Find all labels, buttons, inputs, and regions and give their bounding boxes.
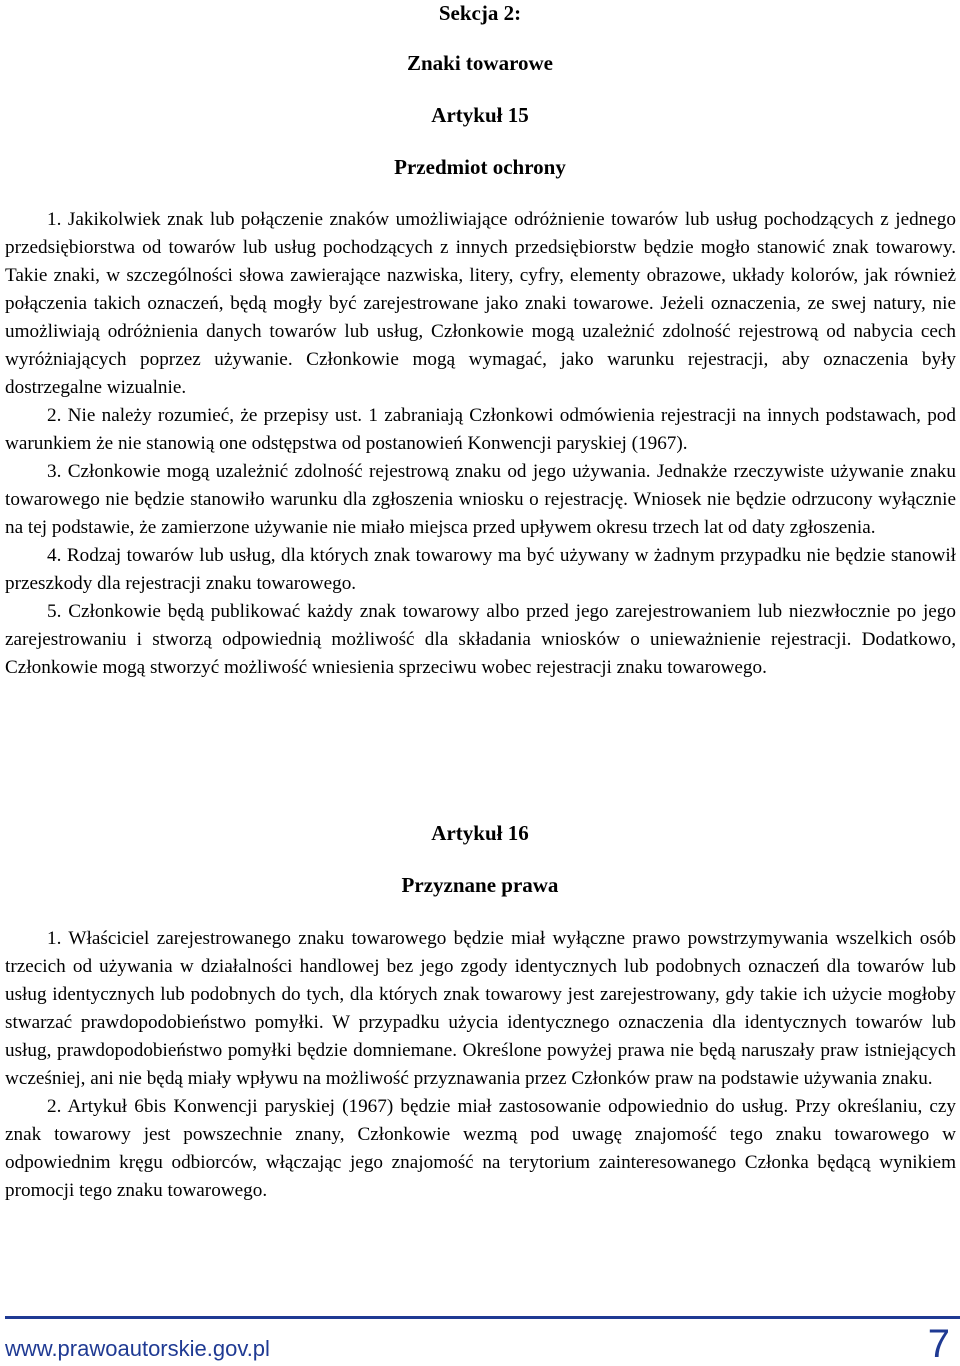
article-15-paragraph-5: 5. Członkowie będą publikować każdy znak towarowy albo przed jego zarejestrowaniem lub niezwłocznie po jego zarejestrowaniu i stworzą odpowiednią możliwość dla składania wniosków o unieważnienie rejestracji. Dodatkowo, Członkowie mogą stworzyć możliwość wniesienia sprzeciwu wobec rejestracji znaku towarowego. [5,601,956,678]
article-15-paragraph-4: 4. Rodzaj towarów lub usług, dla których znak towarowy ma być używany w żadnym przypadku nie będzie stanowił przeszkody dla rejestracji znaku towarowego. [5,545,956,594]
article-15-paragraph-1: 1. Jakikolwiek znak lub połączenie znaków umożliwiające odróżnienie towarów lub usług pochodzących z jednego przedsiębiorstwa od towarów lub usług pochodzących z innych przedsiębiorstw będzie mogło stanowić znak towarowy. Takie znaki, w szczególności słowa zawierające nazwiska, litery, cyfry, elementy obrazowe, układy kolorów, jak również połączenia takich oznaczeń, będą mogły być zarejestrowane jako znaki towarowe. Jeżeli oznaczenia, ze swej natury, nie umożliwiają odróżnienia danych towarów lub usług, Członkowie mogą uzależnić zdolność rejestrową od nabycia cech wyróżniających poprzez używanie. Członkowie mogą wymagać, jako warunku rejestracji, aby oznaczenia były dostrzegalne wizualnie. [5,209,956,398]
article-16-subject: Przyznane prawa [401,873,559,897]
article-15-paragraph-2: 2. Nie należy rozumieć, że przepisy ust. 1 zabraniają Członkowi odmówienia rejestracji na innych podstawach, pod warunkiem że nie stanowią one odstępstwa od postanowień Konwencji paryskiej (1967). [5,405,956,454]
chapter-title: Znaki towarowe [406,51,554,75]
article-16-heading: Artykuł 16 [431,821,529,845]
article-15-body [5,206,956,682]
article-15-heading: Artykuł 15 [431,103,529,127]
section-heading: Sekcja 2: [438,1,522,25]
article-15-paragraph-3: 3. Członkowie mogą uzależnić zdolność rejestrową znaku od jego używania. Jednakże rzeczywiste używanie znaku towarowego nie będzie stanowiło warunku dla zgłoszenia wniosku o rejestrację. Wniosek nie będzie odrzucony wyłącznie na tej podstawie, że zamierzone używanie nie miało miejsca przed upływem okresu trzech lat od daty zgłoszenia. [5,461,956,538]
footer-website-link[interactable]: www.prawoautorskie.gov.pl [5,1336,270,1361]
article-16-body [5,925,956,1205]
article-16-paragraph-1: 1. Właściciel zarejestrowanego znaku towarowego będzie miał wyłączne prawo powstrzymywania wszelkich osób trzecich od używania w działalności handlowej bez jego zgody identycznych lub podobnych oznaczeń dla towarów lub usług identycznych lub podobnych do tych, dla których znak towarowy jest zarejestrowany, gdy takie ich użycie mogłoby stwarzać prawdopodobieństwo pomyłki. W przypadku użycia identycznego oznaczenia dla identycznych towarów lub usług, prawdopodobieństwo pomyłki będzie domniemane. Określone powyżej prawa nie będą naruszały praw istniejących wcześniej, ani nie będą miały wpływu na możliwość przyznawania przez Członków praw na podstawie używania znaku. [5,928,956,1089]
footer-divider [5,1316,960,1319]
page-number: 7 [927,1322,950,1366]
article-15-subject: Przedmiot ochrony [394,155,566,179]
article-16-paragraph-2: 2. Artykuł 6bis Konwencji paryskiej (1967) będzie miał zastosowanie odpowiednio do usług. Przy określaniu, czy znak towarowy jest powszechnie znany, Członkowie wezmą pod uwagę znajomość tego znaku towarowego w odpowiednim kręgu odbiorców, włączając jego znajomość na terytorium zainteresowanego Członka będącą wynikiem promocji tego znaku towarowego. [5,1096,956,1201]
